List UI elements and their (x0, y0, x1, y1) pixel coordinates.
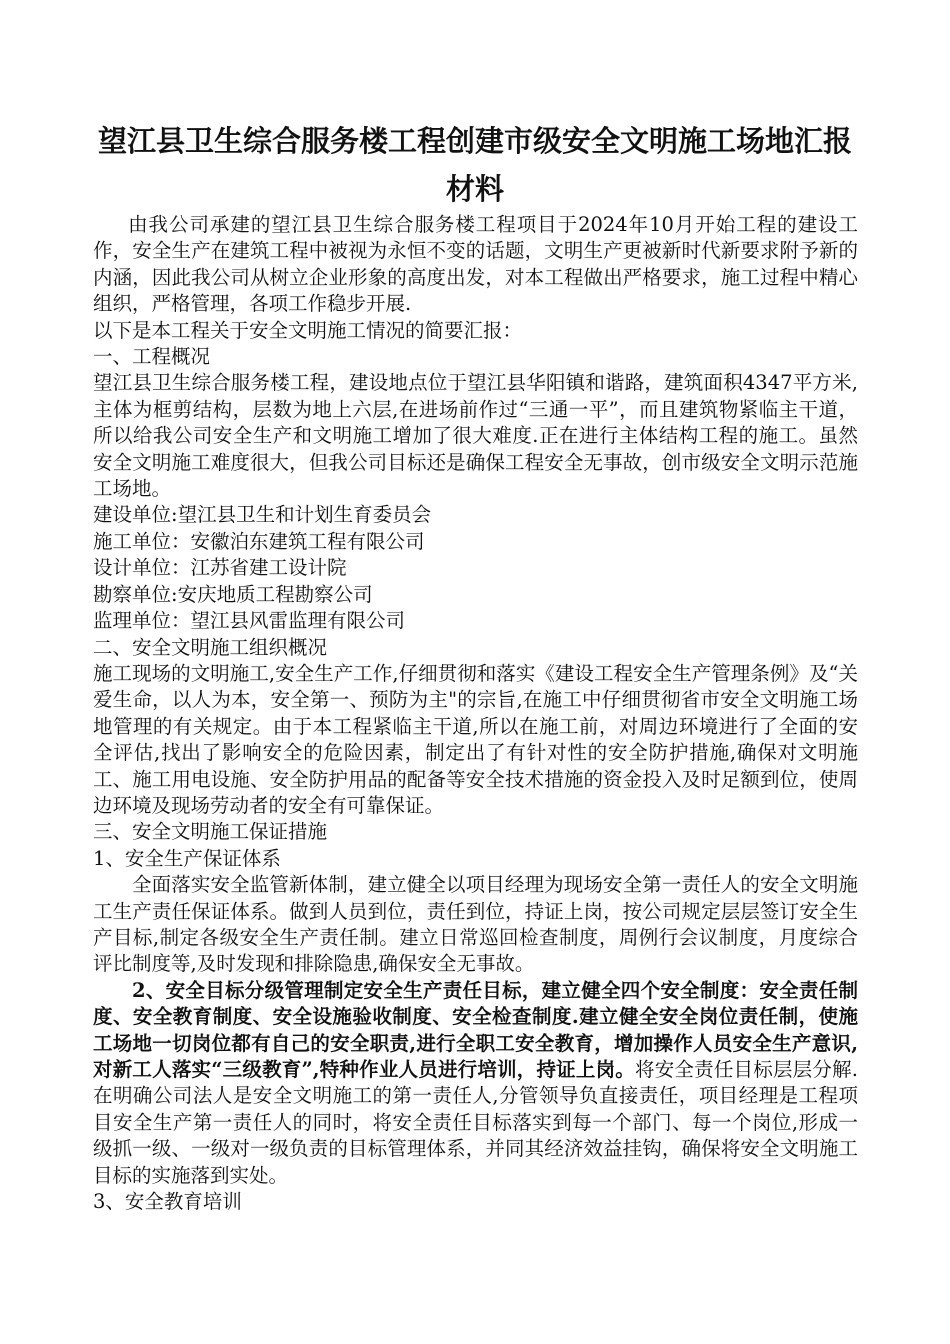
section-1-paragraph: 望江县卫生综合服务楼工程，建设地点位于望江县华阳镇和谐路，建筑面积4347平方米,主体为框剪结构，层数为地上六层,在进场前作过“三通一平”，而且建筑物紧临主干道，所以给我公司安全生产和文明施工增加了很大难度.正在进行主体结构工程的施工。虽然安全文明施工难度很大，但我公司目标还是确保工程安全无事故，创市级安全文明示范施工场地。 (93, 371, 858, 501)
section-2-paragraph: 施工现场的文明施工,安全生产工作,仔细贯彻和落实《建设工程安全生产管理条例》及“关爱生命，以人为本，安全第一、预防为主"的宗旨,在施工中仔细贯彻省市安全文明施工场地管理的有关规定。由于本工程紧临主干道,所以在施工前，对周边环境进行了全面的安全评估,找出了影响安全的危险因素，制定出了有针对性的安全防护措施,确保对文明施工、施工用电设施、安全防护用品的配备等安全技术措施的资金投入及时足额到位，使周边环境及现场劳动者的安全有可靠保证。 (93, 661, 858, 817)
section-1-heading: 一、工程概况 (93, 345, 211, 369)
intro-paragraph: 由我公司承建的望江县卫生综合服务楼工程项目于2024年10月开始工程的建设工作，安全生产在建筑工程中被视为永恒不变的话题，文明生产更被新时代新要求附予新的内涵，因此我公司从树立企业形象的高度出发，对本工程做出严格要求，施工过程中精心组织，严格管理，各项工作稳步开展. (93, 213, 858, 316)
subsection-2-text: 将安全责任目标层层分解.在明确公司法人是安全文明施工的第一责任人,分管领导负直接责任，项目经理是工程项目安全生产第一责任人的同时，将安全责任目标落实到每一个部门、每一个岗位,形成一级抓一级、一级对一级负责的目标管理体系，并同其经济效益挂钩，确保将安全文明施工目标的实施落到实处。 (93, 1058, 858, 1187)
subsection-2-paragraph (93, 978, 858, 1189)
subsection-2-bold-text: 2、安全目标分级管理制定安全生产责任目标，建立健全四个安全制度：安全责任制度、安全教育制度、安全设施验收制度、安全检查制度.建立健全安全岗位责任制，使施工场地一切岗位都有自己的安全职责,进行全职工安全教育，增加操作人员安全生产意识,对新工人落实“三级教育”,特种作业人员进行培训，持证上岗。 (93, 978, 858, 1081)
document-title-line1: 望江县卫生综合服务楼工程创建市级安全文明施工场地汇报 (97, 124, 852, 158)
document-body (93, 212, 858, 1215)
unit-construct: 施工单位：安徽泊东建筑工程有限公司 (93, 529, 425, 553)
subsection-1-paragraph: 全面落实安全监管新体制，建立健全以项目经理为现场安全第一责任人的安全文明施工生产责任保证体系。做到人员到位，责任到位，持证上岗，按公司规定层层签订安全生产目标,制定各级安全生产责任制。建立日常巡回检查制度，周例行会议制度，月度综合评比制度等,及时发现和排除隐患,确保安全无事故。 (93, 873, 858, 976)
unit-build: 建设单位:望江县卫生和计划生育委员会 (93, 503, 432, 527)
section-2-heading: 二、安全文明施工组织概况 (93, 635, 328, 659)
unit-design: 设计单位：江苏省建工设计院 (93, 556, 347, 580)
subsection-3-heading: 3、安全教育培训 (93, 1190, 242, 1214)
section-3-heading: 三、安全文明施工保证措施 (93, 820, 328, 844)
subsection-1-heading: 1、安全生产保证体系 (93, 846, 281, 870)
unit-supervise: 监理单位：望江县风雷监理有限公司 (93, 609, 406, 633)
unit-survey: 勘察单位:安庆地质工程勘察公司 (93, 582, 373, 606)
document-title-line2: 材料 (445, 172, 504, 206)
summary-line: 以下是本工程关于安全文明施工情况的简要汇报： (93, 318, 523, 342)
